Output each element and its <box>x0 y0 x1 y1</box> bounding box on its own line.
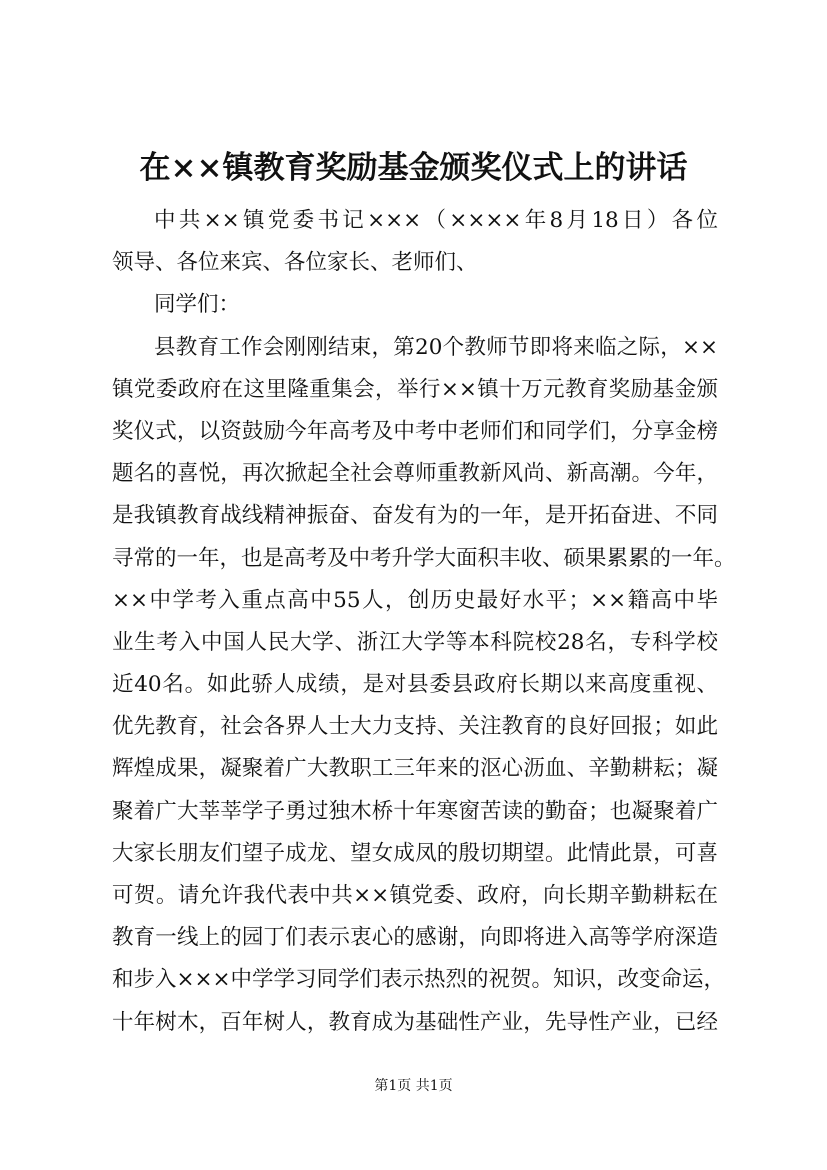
body-line: 奖仪式，以资鼓励今年高考及中考中老师们和同学们，分享金榜 <box>112 418 718 444</box>
body-line: 题名的喜悦，再次掀起全社会尊师重教新风尚、新高潮。今年， <box>112 461 718 487</box>
body-line: 教育一线上的园丁们表示衷心的感谢，向即将进入高等学府深造 <box>112 925 718 951</box>
body-line: ××中学考入重点高中55人，创历史最好水平；××籍高中毕 <box>112 587 718 613</box>
document-body <box>112 200 736 1044</box>
body-line: 是我镇教育战线精神振奋、奋发有为的一年，是开拓奋进、不同 <box>112 503 718 529</box>
body-line: 近40名。如此骄人成绩，是对县委县政府长期以来高度重视、 <box>112 672 718 698</box>
body-line: 业生考入中国人民大学、浙江大学等本科院校28名，专科学校 <box>112 629 718 655</box>
body-line: 聚着广大莘莘学子勇过独木桥十年寒窗苦读的勤奋；也凝聚着广 <box>112 798 718 824</box>
body-line: 十年树木，百年树人，教育成为基础性产业，先导性产业，已经 <box>112 1009 718 1035</box>
body-line: 可贺。请允许我代表中共××镇党委、政府，向长期辛勤耕耘在 <box>112 883 718 908</box>
body-line: 优先教育，社会各界人士大力支持、关注教育的良好回报；如此 <box>112 714 718 740</box>
body-line: 镇党委政府在这里隆重集会，举行××镇十万元教育奖励基金颁 <box>112 376 718 402</box>
body-line: 和步入×××中学学习同学们表示热烈的祝贺。知识，改变命运， <box>112 967 726 993</box>
body-line: 领导、各位来宾、各位家长、老师们、 <box>112 250 478 276</box>
body-line: 大家长朋友们望子成龙、望女成凤的殷切期望。此情此景，可喜 <box>112 840 718 866</box>
body-line: 辉煌成果，凝聚着广大教职工三年来的沤心沥血、辛勤耕耘；凝 <box>112 756 718 782</box>
body-line: 寻常的一年，也是高考及中考升学大面积丰收、硕果累累的一年。 <box>112 545 736 571</box>
body-line: 县教育工作会刚刚结束，第20个教师节即将来临之际，×× <box>154 334 718 360</box>
page-number-footer: 第1页 共1页 <box>374 1078 453 1094</box>
body-line: 同学们： <box>154 292 241 318</box>
document-title: 在××镇教育奖励基金颁奖仪式上的讲话 <box>139 150 688 186</box>
body-line: 中共××镇党委书记×××（××××年8月18日）各位 <box>154 208 718 233</box>
